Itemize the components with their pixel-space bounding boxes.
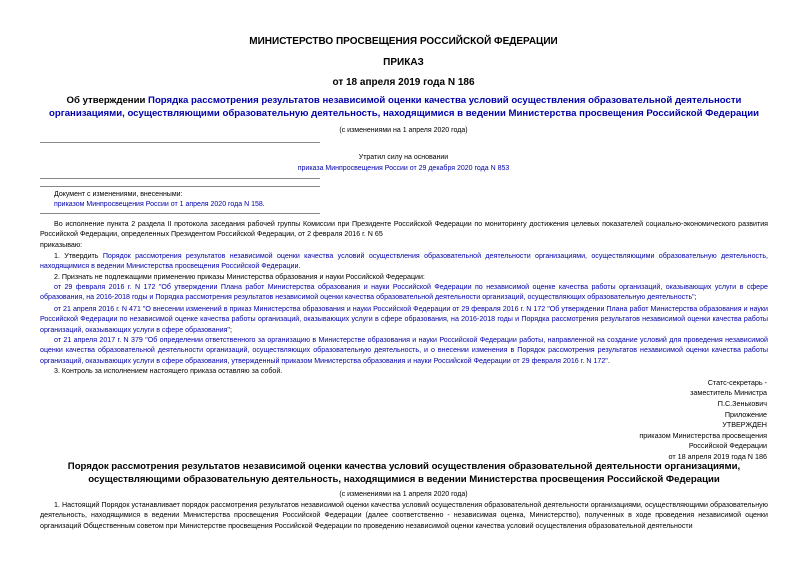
p1-prefix: 1. Утвердить [54, 252, 103, 260]
paragraph-1 [40, 251, 768, 272]
procedure-amendments-note: (с изменениями на 1 апреля 2020 года) [339, 491, 468, 498]
paragraph-2: 2. Признать не подлежащими применению приказы Министерства образования и науки Российской Федерации: [54, 273, 425, 281]
p1-suffix: . [298, 262, 301, 271]
paragraph-3: 3. Контроль за исполнением настоящего приказа оставляю за собой. [54, 367, 283, 375]
divider [40, 213, 320, 214]
intro-paragraph: Во исполнение пункта 2 раздела II протокола заседания рабочей группы Комиссии при Президенте Российской Федерации по мониторингу достижения целевых показателей социально-экономического развития Российской Федерации, определенных Президентом Российской Федерации, от 2 февраля 2016 г. N 65 [40, 220, 768, 239]
appendix-date: от 18 апреля 2019 года N 186 [668, 451, 767, 461]
signature-title: Статс-секретарь - [707, 378, 767, 387]
appendix-label: Приложение [724, 410, 767, 419]
doc-title-link[interactable]: Порядка рассмотрения результатов независимой оценки качества условий осуществления образовательной деятельности организациями, осуществляющими образовательную деятельность, находящимися в ведении Министерства просвещения Российской Федерации [49, 95, 759, 119]
doc-type: ПРИКАЗ [383, 57, 424, 68]
doc-title-prefix: Об утверждении [66, 95, 149, 106]
amendments-note: (с изменениями на 1 апреля 2020 года) [339, 127, 468, 134]
appendix-order: приказом Министерства просвещения [639, 430, 767, 440]
changes-line [54, 200, 265, 210]
paragraph-2b [40, 304, 768, 335]
paragraph-2a [40, 282, 768, 303]
p2c-suffix: . [607, 356, 610, 365]
changes-link-suffix: . [262, 201, 265, 208]
validity-link[interactable]: приказа Минпросвещения России от 29 декабря 2020 года N 853 [297, 165, 510, 172]
signature-block [690, 378, 767, 409]
divider [40, 142, 320, 143]
changes-link[interactable]: приказом Минпросвещения России от 1 апреля 2020 года N 158 [54, 201, 263, 208]
appendix-country: Российской Федерации [688, 441, 767, 451]
signature-name: П.С.Зенькович [717, 398, 767, 408]
p2a-link[interactable]: от 29 февраля 2016 г. N 172 "Об утверждении Плана работ Министерства образования и науки Российской Федерации по независимой оценке качества работы организаций, оказывающих услуги в сфере образования, на 2016-2018 годы и Порядка рассмотрения результатов независимой оценки качества образовательной деятельности организаций, осуществляющих образовательную деятельность" [40, 283, 768, 302]
appendix-approved: УТВЕРЖДЕН [722, 420, 767, 430]
changes-label: Документ с изменениями, внесенными: [54, 191, 183, 198]
divider [40, 178, 320, 179]
paragraph-2c [40, 335, 768, 366]
ministry-name: МИНИСТЕРСТВО ПРОСВЕЩЕНИЯ РОССИЙСКОЙ ФЕДЕРАЦИИ [249, 36, 558, 47]
p2c-link[interactable]: от 21 апреля 2017 г. N 379 "Об определении ответственного за организацию в Министерстве образования и науки Российской Федерации работы, направленной на создание условий для проведения независимой оценки качества образовательной деятельности организаций, осуществляющих образовательную деятельность, и о внесении изменения в Порядок рассмотрения результатов независимой оценки качества работы организаций, оказывающих услуги в сфере образования, утвержденный приказом Министерства образования и науки Российской Федерации от 29 февраля 2016 г. N 172" [40, 336, 768, 365]
order-word: приказываю: [40, 241, 83, 249]
signature-position: заместитель Министра [690, 388, 767, 398]
appendix-block [639, 410, 767, 462]
p2b-link[interactable]: от 21 апреля 2016 г. N 471 "О внесении изменений в приказ Министерства образования и науки Российской Федерации от 29 февраля 2016 г. N 172 "Об утверждении Плана работ Министерства образования и науки Российской Федерации по независимой оценке качества работы организаций, оказывающих услуги в сфере образования, на 2016-2018 годы и Порядка рассмотрения результатов независимой оценки качества работы организаций, оказывающих услуги в сфере образования" [40, 305, 768, 334]
doc-date-number: от 18 апреля 2019 года N 186 [332, 77, 475, 88]
doc-title [40, 95, 768, 120]
p2a-suffix: ; [694, 293, 697, 302]
procedure-paragraph-1: 1. Настоящий Порядок устанавливает порядок рассмотрения результатов независимой оценки качества условий осуществления образовательной деятельности организациями, осуществляющими образовательную деятельность, находящимися в ведении Министерства просвещения Российской Федерации (далее соответственно - независимая оценка, Министерство), полученных в ходе проведения независимой оценки организаций Общественным советом при Министерстве просвещения Российской Федерации по проведению независимой оценки качества условий осуществления образовательной деятельности [40, 501, 768, 530]
p1-link[interactable]: Порядок рассмотрения результатов независимой оценки качества условий осуществления образовательной деятельности организациями, осуществляющими образовательную деятельность, находящимися в ведении Министерства просвещения Российской Федерации [40, 252, 768, 271]
divider [40, 186, 320, 187]
validity-text: Утратил силу на основании [358, 154, 449, 161]
p2b-suffix: ; [229, 325, 232, 334]
procedure-title: Порядок рассмотрения результатов независимой оценки качества условий осуществления образовательной деятельности организациями, осуществляющими образовательную деятельность, находящимися в ведении Министерства просвещения Российской Федерации [67, 461, 741, 485]
